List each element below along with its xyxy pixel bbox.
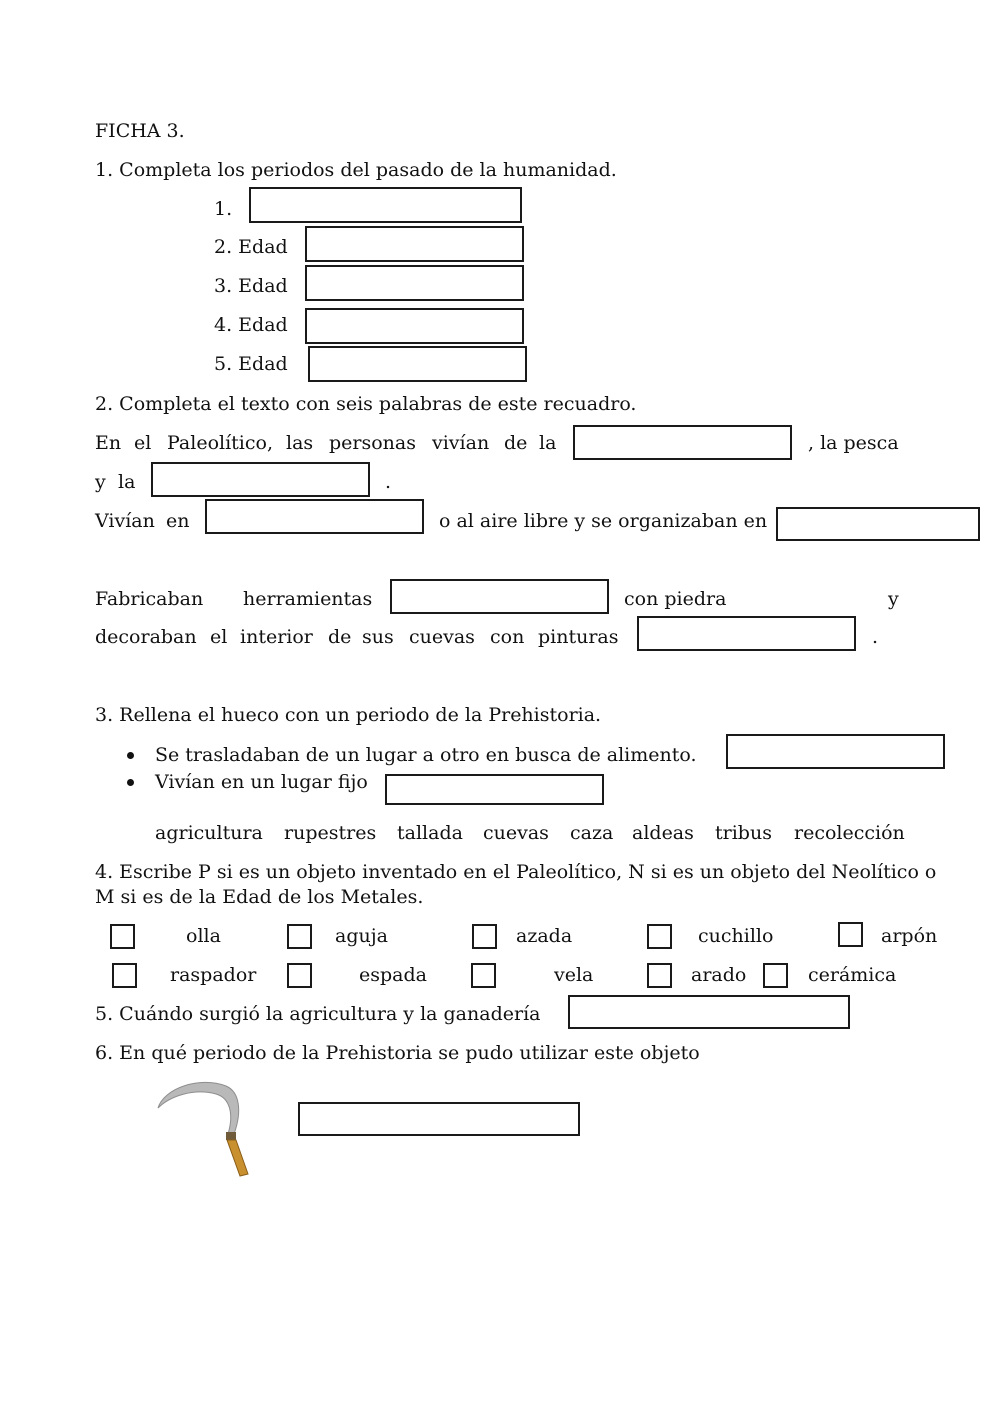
word-bank-item: aldeas [632,822,694,844]
q5-answer[interactable] [568,995,850,1029]
q1-label-2: 2. Edad [214,236,288,258]
q2-l1-word: de [504,432,528,454]
q1-label-4: 4. Edad [214,314,288,336]
q2-l4-word: herramientas [243,588,373,610]
object-label: raspador [170,964,257,986]
q2-l4-word: Fabricaban [95,588,204,610]
object-label: arado [691,964,747,986]
word-bank-item: rupestres [284,822,377,844]
q2-blank-3[interactable] [205,499,424,534]
q6-prompt: 6. En qué periodo de la Prehistoria se pudo utilizar este objeto [95,1042,700,1064]
object-label: vela [554,964,594,986]
q2-blank-1[interactable] [573,425,792,460]
q2-l5-word: decoraban [95,626,197,648]
q1-prompt: 1. Completa los periodos del pasado de la humanidad. [95,159,617,181]
q3-prompt: 3. Rellena el hueco con un periodo de la Prehistoria. [95,704,602,726]
object-label: olla [186,925,221,947]
q2-blank-6[interactable] [637,616,856,651]
checkbox-aguja[interactable] [287,924,312,949]
q1-answer-2[interactable] [305,226,524,262]
q2-l4-after: con piedra [624,588,727,610]
q2-l1-word: En [95,432,122,454]
word-bank-item: tallada [397,822,463,844]
object-label: cerámica [808,964,897,986]
q2-l1-word: la [539,432,557,454]
checkbox-cuchillo[interactable] [647,924,672,949]
checkbox-raspador[interactable] [112,963,137,988]
q2-l3-word: en [166,510,190,532]
q1-label-3: 3. Edad [214,275,288,297]
q1-answer-4[interactable] [305,308,524,344]
word-bank-item: recolección [794,822,905,844]
q2-l5-word: pinturas [538,626,619,648]
bullet-dot [127,779,134,786]
checkbox-olla[interactable] [110,924,135,949]
q2-l2-word: y [95,471,106,493]
checkbox-espada[interactable] [287,963,312,988]
q2-l1-word: personas [329,432,416,454]
q1-answer-3[interactable] [305,265,524,301]
sickle-image [150,1078,260,1180]
worksheet-title: FICHA 3. [95,120,185,142]
q1-answer-1[interactable] [249,187,522,223]
q4-prompt-line-1: 4. Escribe P si es un objeto inventado en el Paleolítico, N si es un objeto del Neolítico o [95,861,937,883]
q2-l1-word: Paleolítico, [167,432,274,454]
object-label: espada [359,964,427,986]
object-label: azada [516,925,573,947]
q1-label-1: 1. [214,198,233,220]
q2-l5-after: . [872,626,879,648]
q2-l1-word: el [134,432,152,454]
q4-prompt-line-2: M si es de la Edad de los Metales. [95,886,424,908]
q1-answer-5[interactable] [308,346,527,382]
q2-l5-word: de [328,626,352,648]
q3-answer-2[interactable] [385,774,604,805]
q2-l3-after: o al aire libre y se organizaban en [439,510,768,532]
q2-l2-word: la [118,471,136,493]
q2-l1-after: , la pesca [808,432,899,454]
checkbox-arado[interactable] [647,963,672,988]
word-bank-item: cuevas [483,822,549,844]
q2-blank-5[interactable] [390,579,609,614]
q6-answer[interactable] [298,1102,580,1136]
q5-prompt: 5. Cuándo surgió la agricultura y la ganadería [95,1003,541,1025]
object-label: cuchillo [698,925,774,947]
q2-l5-word: cuevas [409,626,475,648]
checkbox-vela[interactable] [471,963,496,988]
q2-l4-end: y [888,588,899,610]
bullet-dot [127,752,134,759]
q2-l3-word: Vivían [95,510,155,532]
q2-l5-word: el [210,626,228,648]
q2-l5-word: interior [240,626,313,648]
q2-l5-word: sus [362,626,394,648]
q2-l1-word: vivían [432,432,490,454]
word-bank-item: agricultura [155,822,263,844]
word-bank-item: tribus [715,822,772,844]
word-bank-item: caza [570,822,614,844]
q3-bullet-2: Vivían en un lugar fijo [155,771,368,793]
q2-blank-2[interactable] [151,462,370,497]
q2-prompt: 2. Completa el texto con seis palabras de este recuadro. [95,393,637,415]
q1-label-5: 5. Edad [214,353,288,375]
checkbox-arpon[interactable] [838,922,863,947]
object-label: arpón [881,925,938,947]
q2-l1-word: las [286,432,314,454]
checkbox-ceramica[interactable] [763,963,788,988]
q3-answer-1[interactable] [726,734,945,769]
object-label: aguja [335,925,388,947]
q2-l2-after: . [385,471,392,493]
q3-bullet-1: Se trasladaban de un lugar a otro en busca de alimento. [155,744,697,766]
q2-blank-4[interactable] [776,507,980,541]
checkbox-azada[interactable] [472,924,497,949]
q2-l5-word: con [490,626,525,648]
